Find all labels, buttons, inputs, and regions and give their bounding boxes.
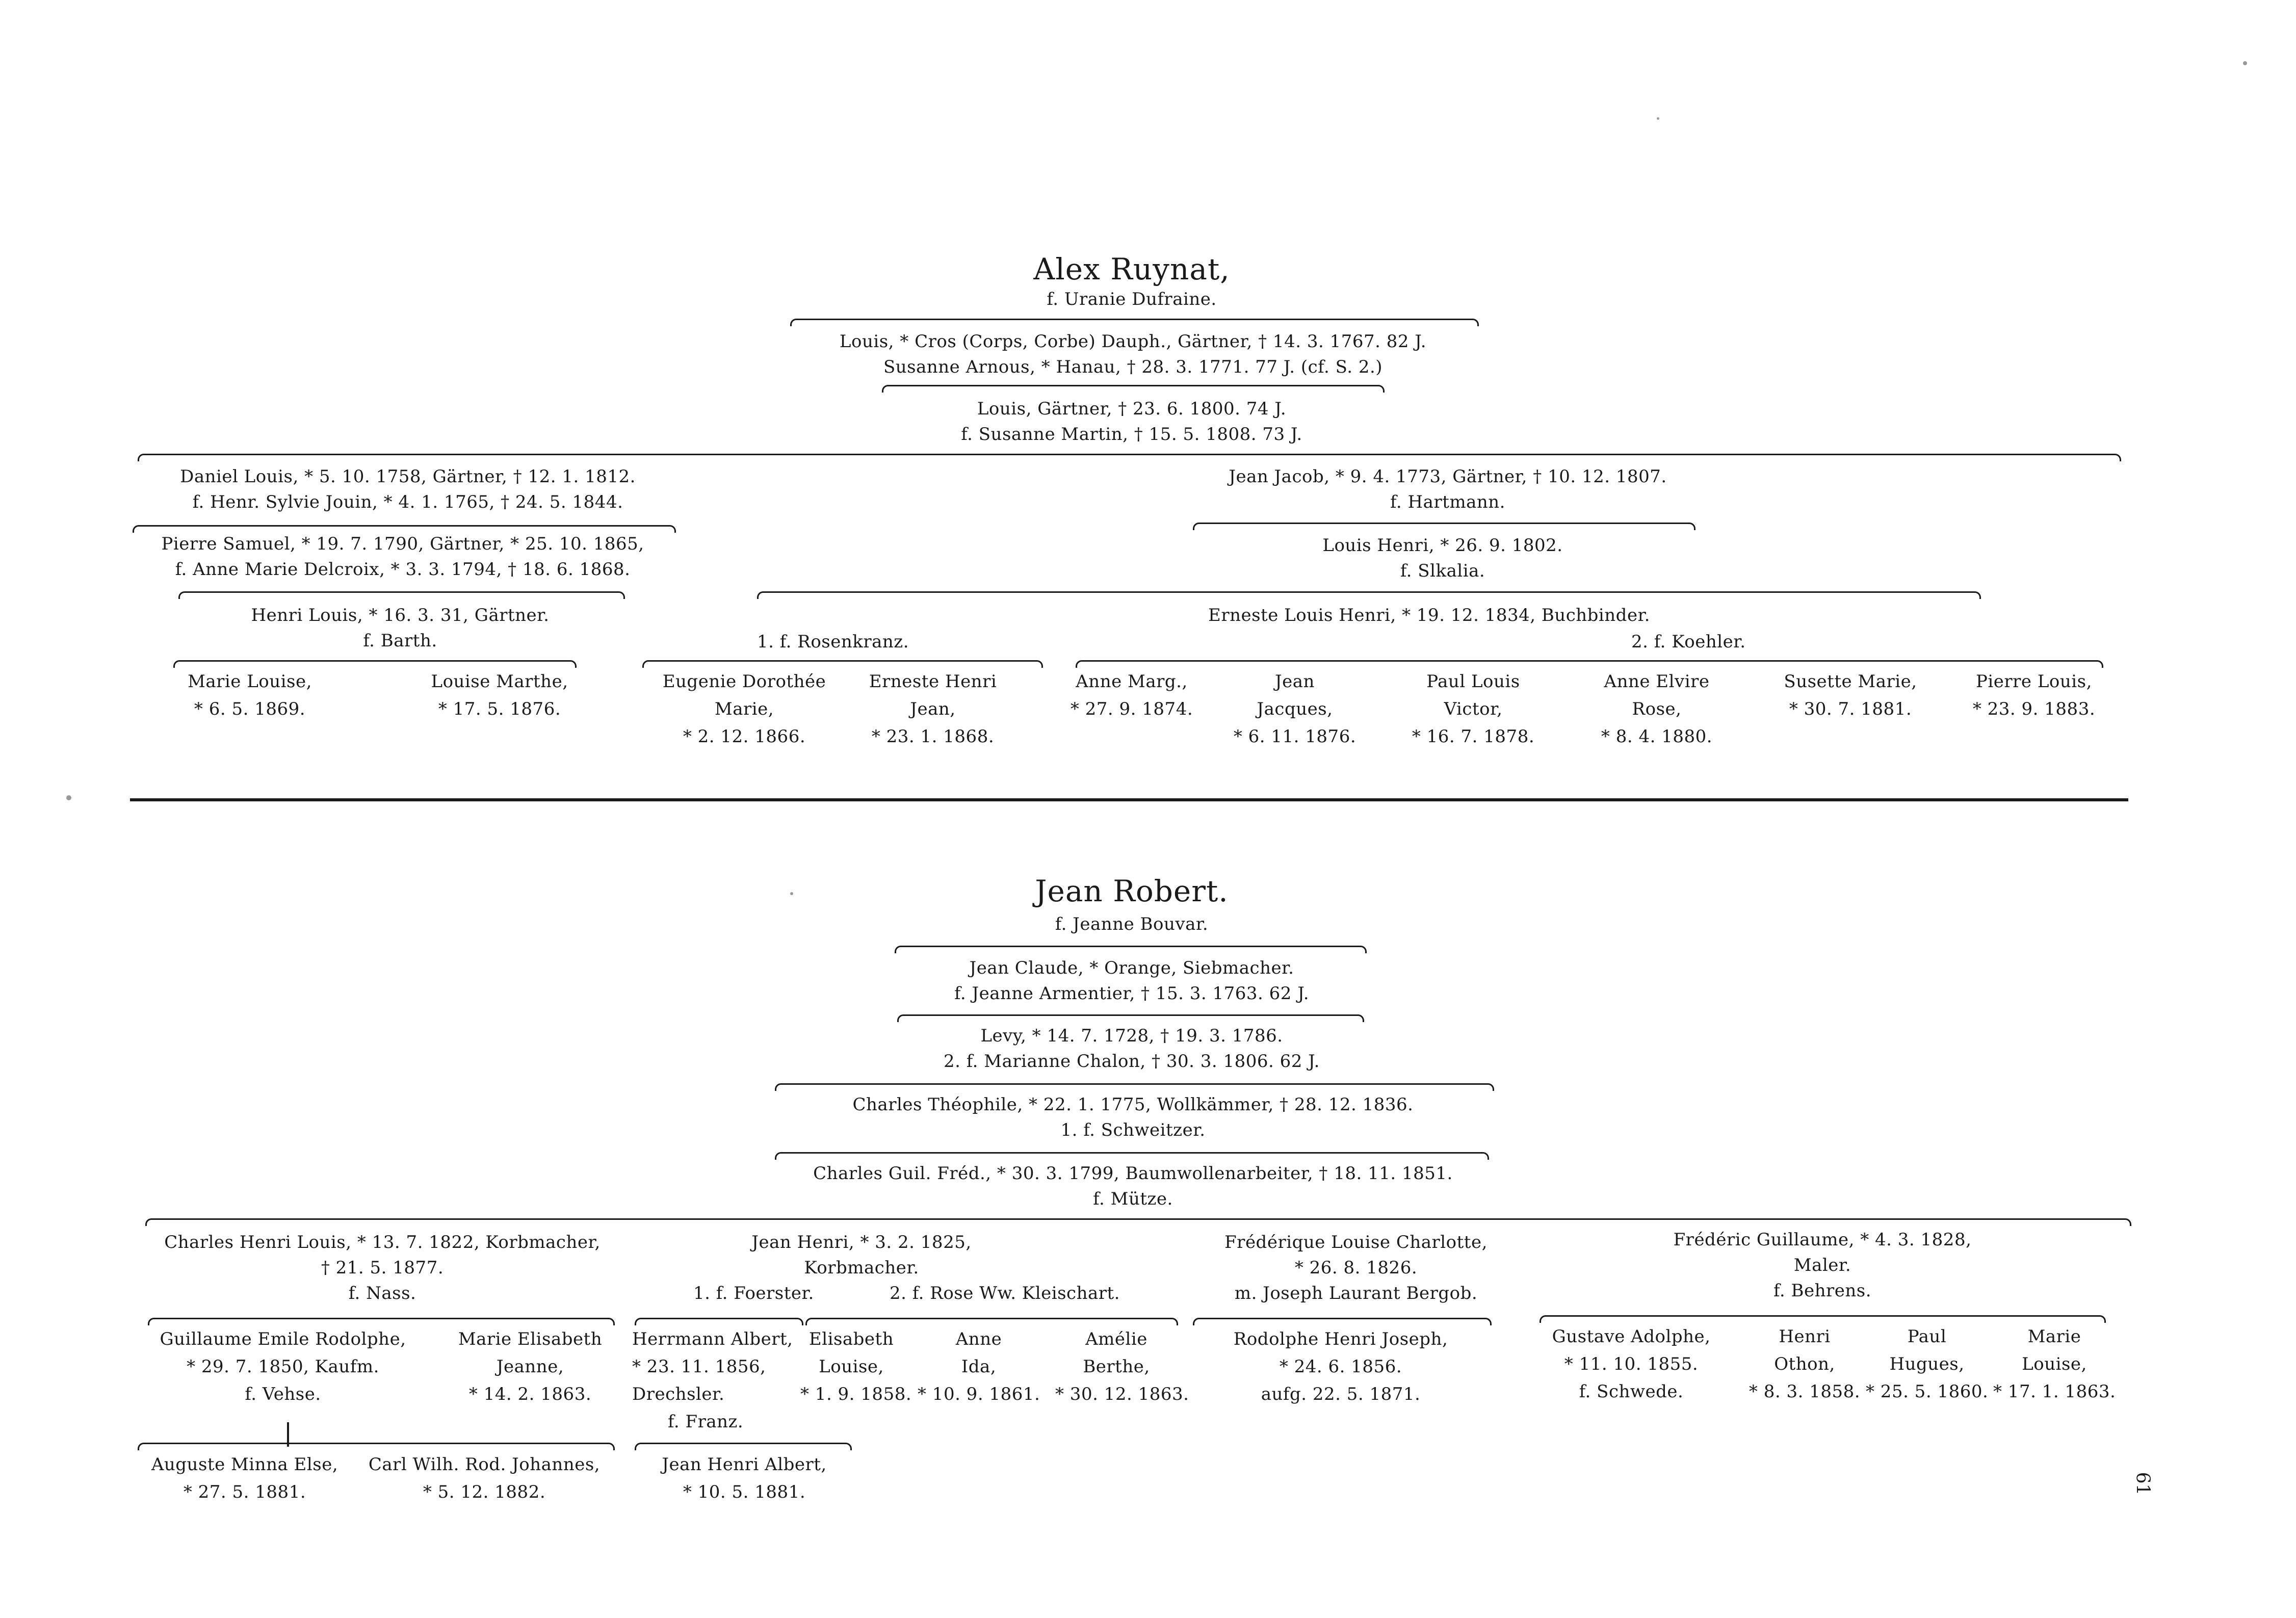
child-entry: Paul Hugues, * 25. 5. 1860. [1866,1326,1989,1402]
branch2-wife2: 2. f. Rose Ww. Kleischart. [890,1283,1120,1303]
child-entry: Eugenie Dorothée Marie, * 2. 12. 1866. [662,671,826,747]
paper-speck [66,795,71,800]
child-entry: Carl Wilh. Rod. Johannes, * 5. 12. 1882. [368,1454,601,1502]
child-entry: Anne Elvire Rose, * 8. 4. 1880. [1601,671,1713,747]
bracket-line [173,660,577,668]
child-entry: Anne Ida, * 10. 9. 1861. [918,1329,1040,1404]
child-entry: Jean Henri Albert, * 10. 5. 1881. [662,1454,827,1502]
bracket-line [1193,1318,1492,1325]
child-entry: Herrmann Albert, * 23. 11. 1856, Drechsler. f. Franz. [632,1329,793,1432]
child-entry: Auguste Minna Else, * 27. 5. 1881. [151,1454,338,1502]
left-branch-line5: Henri Louis, * 16. 3. 31, Gärtner. [251,605,550,625]
gen1-line2: Susanne Arnous, * Hanau, † 28. 3. 1771. 77 J. (cf. S. 2.) [883,357,1383,377]
bracket-line [138,1443,615,1450]
paper-speck [1657,117,1659,120]
branch4-line3: f. Behrens. [1773,1281,1872,1301]
left-branch-line6: f. Barth. [363,631,437,651]
gen3-line1: Charles Théophile, * 22. 1. 1775, Wollkämmer, † 28. 12. 1836. [852,1094,1414,1115]
branch4-line2: Maler. [1793,1255,1851,1275]
first-wife: 1. f. Rosenkranz. [757,632,909,652]
child-entry: Jean Jacques, * 6. 11. 1876. [1233,671,1356,747]
branch2-wife1: 1. f. Foerster. [693,1283,814,1303]
bracket-line [635,1443,852,1450]
bracket-line [897,1014,1364,1022]
bracket-line [635,1318,803,1325]
bracket-line [642,660,1043,668]
gen2-line1: Louis, Gärtner, † 23. 6. 1800. 74 J. [977,399,1287,419]
gen2-line2: 2. f. Marianne Chalon, † 30. 3. 1806. 62 J. [944,1051,1320,1072]
branch3-line2: * 26. 8. 1826. [1294,1258,1418,1278]
branch2-line1: Jean Henri, * 3. 2. 1825, [751,1232,972,1252]
right-branch-line3: Louis Henri, * 26. 9. 1802. [1322,535,1563,556]
bracket-line [178,591,625,599]
gen2-line1: Levy, * 14. 7. 1728, † 19. 3. 1786. [980,1026,1283,1046]
tree-title: Alex Ruynat, [1033,252,1230,286]
child-entry: Marie Louise, * 17. 1. 1863. [1993,1326,2116,1402]
tree-spouse: f. Uranie Dufraine. [1047,289,1217,309]
bracket-line [1193,523,1695,530]
left-branch-line3: Pierre Samuel, * 19. 7. 1790, Gärtner, * 25. 10. 1865, [161,534,644,554]
left-branch-line1: Daniel Louis, * 5. 10. 1758, Gärtner, † 12. 1. 1812. [180,466,636,487]
branch3-line3: m. Joseph Laurant Bergob. [1234,1283,1478,1303]
bracket-line [790,319,1479,326]
child-entry: Amélie Berthe, * 30. 12. 1863. [1055,1329,1189,1404]
gen4-line2: f. Mütze. [1093,1189,1173,1209]
gen1-line1: Jean Claude, * Orange, Siebmacher. [969,958,1294,978]
right-branch-line4: f. Slkalia. [1400,561,1485,581]
branch1-line3: f. Nass. [348,1283,416,1303]
bracket-line [1076,660,2103,668]
gen1-line1: Louis, * Cros (Corps, Corbe) Dauph., Gärtner, † 14. 3. 1767. 82 J. [839,331,1427,352]
left-branch-line2: f. Henr. Sylvie Jouin, * 4. 1. 1765, † 24. 5. 1844. [192,492,623,512]
bracket-line [148,1318,615,1325]
child-entry: Guillaume Emile Rodolphe, * 29. 7. 1850, Kaufm. f. Vehse. [160,1329,406,1404]
branch3-line1: Frédérique Louise Charlotte, [1224,1232,1488,1252]
left-branch-line4: f. Anne Marie Delcroix, * 3. 3. 1794, † 18. 6. 1868. [175,559,631,580]
child-entry: Rodolphe Henri Joseph, * 24. 6. 1856. aufg. 22. 5. 1871. [1233,1329,1448,1404]
bracket-line [895,946,1367,953]
child-entry: Henri Othon, * 8. 3. 1858. [1749,1326,1861,1402]
right-branch-line1: Jean Jacob, * 9. 4. 1773, Gärtner, † 10. 12. 1807. [1229,466,1667,487]
tree-title: Jean Robert. [1035,874,1229,908]
paper-speck [790,892,793,895]
bracket-line [775,1152,1489,1160]
bracket-line [775,1083,1494,1091]
right-branch-line5: Erneste Louis Henri, * 19. 12. 1834, Buchbinder. [1208,605,1650,625]
child-entry: Elisabeth Louise, * 1. 9. 1858. [800,1329,912,1404]
gen2-line2: f. Susanne Martin, † 15. 5. 1808. 73 J. [961,424,1302,445]
child-entry: Marie Louise, * 6. 5. 1869. [188,671,312,719]
child-entry: Pierre Louis, * 23. 9. 1883. [1972,671,2096,719]
child-entry: Anne Marg., * 27. 9. 1874. [1070,671,1193,719]
child-entry: Paul Louis Victor, * 16. 7. 1878. [1412,671,1535,747]
branch1-line1: Charles Henri Louis, * 13. 7. 1822, Korbmacher, [164,1232,601,1252]
bracket-line [805,1318,1178,1325]
right-branch-line2: f. Hartmann. [1390,492,1505,512]
child-entry: Gustave Adolphe, * 11. 10. 1855. f. Schwede. [1552,1326,1711,1402]
gen4-line1: Charles Guil. Fréd., * 30. 3. 1799, Baumwollenarbeiter, † 18. 11. 1851. [813,1163,1453,1184]
child-entry: Susette Marie, * 30. 7. 1881. [1784,671,1917,719]
bracket-line [1540,1315,2106,1323]
gen1-line2: f. Jeanne Armentier, † 15. 3. 1763. 62 J. [954,983,1310,1004]
paper-speck [2243,61,2247,65]
bracket-line [882,385,1385,393]
tree-spouse: f. Jeanne Bouvar. [1055,914,1209,934]
branch4-line1: Frédéric Guillaume, * 4. 3. 1828, [1673,1230,1972,1250]
child-entry: Louise Marthe, * 17. 5. 1876. [431,671,568,719]
second-wife: 2. f. Koehler. [1631,632,1746,652]
bracket-line [138,454,2121,461]
bracket-line [145,1218,2131,1226]
child-entry: Marie Elisabeth Jeanne, * 14. 2. 1863. [458,1329,603,1404]
section-separator [130,798,2128,801]
bracket-line [757,591,1981,599]
child-entry: Erneste Henri Jean, * 23. 1. 1868. [869,671,997,747]
gen3-line2: 1. f. Schweitzer. [1060,1120,1206,1140]
branch2-line2: Korbmacher. [804,1258,919,1278]
page-number: 61 [2132,1472,2153,1496]
branch1-line2: † 21. 5. 1877. [321,1258,444,1278]
